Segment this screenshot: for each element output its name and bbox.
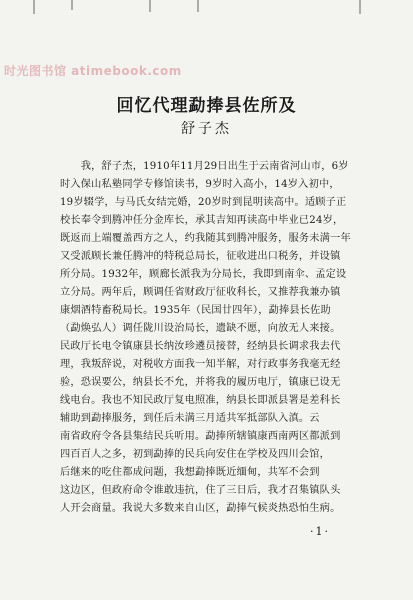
body-line: 既返而上端覆盖西方之人，约我随其到腾冲服务，服务未满一年 <box>60 233 351 244</box>
body-line: （勐焕弘人）调任陇川设治局长，遗缺不愿，向放无人来接。 <box>60 323 341 334</box>
author-name: 舒子杰 <box>181 121 232 137</box>
body-line: 这边区，但政府命令谁敢违抗，住了三日后，我才召集镇队头 <box>60 485 341 496</box>
body-line: 验，恐误要公，纳县长不允，并将我的履历电厅，镇康已设无 <box>60 377 341 388</box>
body-line: 19岁辍学，与马氏女结完婚，20岁时到昆明读高中。适顾子正 <box>60 197 347 208</box>
body-line: 人开会商量。我说大多数来自山区，勐捧气候炎热恐怕生病。 <box>60 503 341 514</box>
body-text <box>60 158 360 518</box>
body-line: 辅助到勐捧服务，到任后未满三月适共军抵部队入滇。云 <box>60 413 320 424</box>
page-number: ·1· <box>310 525 330 538</box>
body-line: 康烟酒特畜税局长。1935年（民国廿四年），勐捧县长佐助 <box>60 305 331 316</box>
body-line: 又受派顾长兼任腾冲的特税总局长，征收进出口税务，并设镇 <box>60 251 341 262</box>
body-line: 所分局。1932年，顾廊长派我为分局长，我即到南伞、孟定设 <box>60 269 347 280</box>
watermark-text: 时光图书馆 atimebook.com <box>4 64 182 78</box>
body-line: 后继来的吃住都成问题，我想勐捧既近缅甸，共军不会到 <box>60 467 320 478</box>
body-line: 校长奉令到腾冲任分金库长，承其吉知再读高中毕业已24岁， <box>60 215 344 226</box>
body-line: 四百百人之多，初到勐捧的民兵向安住在学校及四川会馆， <box>60 449 331 460</box>
article-title: 回忆代理勐捧县佐所及 <box>116 96 297 116</box>
scan-edge-marks <box>0 0 413 30</box>
body-line: 民政厅长电令镇康县长纳汝珍遴员接替，经纳县长调求我去代 <box>60 341 341 352</box>
body-line: 立分局。两年后，顾调任省财政厅征收科长，又推荐我兼办镇 <box>60 287 341 298</box>
body-line: 线电台。我也不知民政厅复电照准，纳县长即派县署是差科长 <box>60 395 341 406</box>
body-line: 理，我叛辞说，对税收方面我一知半解，对行政事务我毫无经 <box>60 359 341 370</box>
body-line: 时入保山私塾同学专修馆读书，9岁时入高小，14岁入初中， <box>60 179 340 190</box>
body-line: 南省政府令各县集结民兵听用。勐捧所辖镇康西南两区都派到 <box>60 431 341 442</box>
body-line: 我，舒子杰，1910年11月29日出生于云南省河山市，6岁 <box>60 161 349 172</box>
